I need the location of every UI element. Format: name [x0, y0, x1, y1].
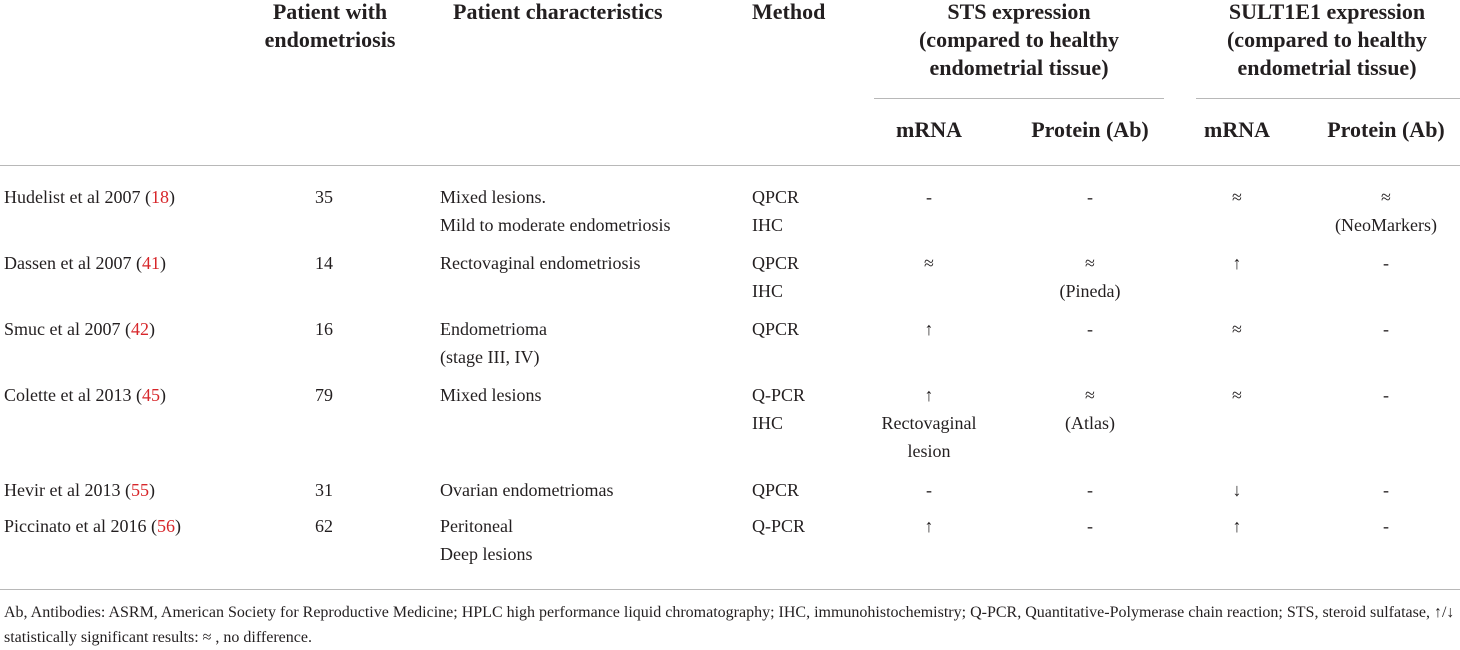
characteristics-cell — [440, 249, 740, 277]
study-name: Smuc et al 2007 — [4, 319, 125, 339]
sult-mrna-line: ≈ — [1232, 187, 1242, 207]
header-sult-line: SULT1E1 expression — [1228, 0, 1426, 24]
patient-count-cell: 31 — [315, 480, 333, 500]
sts-mrna-cell — [874, 476, 984, 504]
patient-count-cell: 62 — [315, 516, 333, 536]
method-cell — [752, 476, 852, 504]
characteristics-cell — [440, 381, 740, 409]
characteristics-cell — [440, 315, 740, 371]
characteristics-line: (stage III, IV) — [440, 347, 540, 367]
sult-protein-line: - — [1383, 385, 1389, 405]
method-line: IHC — [752, 413, 783, 433]
header-sts — [874, 0, 1164, 82]
subheader-sult-mrna: mRNA — [1204, 117, 1270, 142]
patient-count-cell: 14 — [315, 253, 333, 273]
sts-mrna-line: lesion — [907, 441, 951, 461]
method-line: QPCR — [752, 253, 800, 273]
method-cell — [752, 381, 852, 437]
method-line: IHC — [752, 215, 783, 235]
patient-count-cell: 79 — [315, 385, 333, 405]
sult-protein-line: - — [1383, 319, 1389, 339]
sts-protein-line: - — [1087, 319, 1093, 339]
sult-protein-line: - — [1383, 516, 1389, 536]
characteristics-cell — [440, 476, 740, 504]
sult-mrna-line: ↑ — [1232, 516, 1242, 536]
reference-link[interactable]: 42 — [130, 319, 149, 339]
sts-protein-line: (Pineda) — [1059, 281, 1121, 301]
sult-protein-cell — [1306, 512, 1460, 540]
patient-count-cell: 16 — [315, 319, 333, 339]
method-cell — [752, 512, 852, 540]
header-method: Method — [752, 0, 826, 24]
header-sts-line: (compared to healthy — [918, 27, 1120, 52]
header-sts-underline — [874, 98, 1164, 99]
sult-mrna-line: ↑ — [1232, 253, 1242, 273]
sts-protein-cell — [1015, 381, 1165, 437]
sts-mrna-line: Rectovaginal — [881, 413, 977, 433]
study-cell: Colette et al 2013 (45) — [4, 385, 166, 405]
sult-mrna-cell — [1182, 512, 1292, 540]
sts-protein-line: ≈ — [1085, 385, 1095, 405]
sts-mrna-line: ≈ — [924, 253, 934, 273]
header-patients-line: endometriosis — [264, 27, 396, 52]
method-cell — [752, 249, 852, 305]
sult-protein-cell — [1306, 249, 1460, 277]
sult-protein-cell — [1306, 315, 1460, 343]
characteristics-line: Rectovaginal endometriosis — [440, 253, 641, 273]
method-line: QPCR — [752, 319, 800, 339]
sult-protein-line: - — [1383, 253, 1389, 273]
table-bottom-rule — [0, 589, 1460, 590]
sts-mrna-cell — [874, 183, 984, 211]
method-line: QPCR — [752, 187, 800, 207]
sult-mrna-cell — [1182, 183, 1292, 211]
study-cell: Dassen et al 2007 (41) — [4, 253, 166, 273]
sts-protein-line: - — [1087, 480, 1093, 500]
header-patients-line: Patient with — [272, 0, 388, 24]
sts-protein-cell — [1015, 315, 1165, 343]
sts-mrna-cell — [874, 315, 984, 343]
study-name: Dassen et al 2007 — [4, 253, 136, 273]
method-cell — [752, 315, 852, 343]
sts-mrna-cell — [874, 249, 984, 277]
header-sult-line: (compared to healthy — [1226, 27, 1428, 52]
sts-mrna-line: - — [926, 480, 932, 500]
header-sult-line: endometrial tissue) — [1237, 55, 1417, 80]
sult-protein-cell — [1306, 476, 1460, 504]
sult-mrna-line: ≈ — [1232, 319, 1242, 339]
reference-link[interactable]: 41 — [141, 253, 160, 273]
characteristics-cell — [440, 512, 740, 568]
method-cell — [752, 183, 852, 239]
reference-link[interactable]: 18 — [150, 187, 169, 207]
header-patients — [240, 0, 420, 54]
sult-protein-line: - — [1383, 480, 1389, 500]
study-name: Hevir et al 2013 — [4, 480, 125, 500]
study-cell: Hudelist et al 2007 (18) — [4, 187, 175, 207]
sts-protein-line: (Atlas) — [1065, 413, 1115, 433]
subheader-sts-protein: Protein (Ab) — [1031, 117, 1149, 142]
characteristics-line: Deep lesions — [440, 544, 533, 564]
sts-protein-line: - — [1087, 187, 1093, 207]
sult-protein-line: (NeoMarkers) — [1335, 215, 1437, 235]
header-characteristics: Patient characteristics — [453, 0, 663, 24]
reference-link[interactable]: 56 — [156, 516, 175, 536]
characteristics-line: Endometrioma — [440, 319, 547, 339]
sts-protein-cell — [1015, 183, 1165, 211]
sts-protein-cell — [1015, 249, 1165, 305]
header-bottom-rule — [0, 165, 1460, 166]
method-line: QPCR — [752, 480, 800, 500]
characteristics-line: Mixed lesions — [440, 385, 542, 405]
method-line: Q-PCR — [752, 385, 806, 405]
study-name: Piccinato et al 2016 — [4, 516, 151, 536]
sult-protein-line: ≈ — [1381, 187, 1391, 207]
reference-link[interactable]: 55 — [130, 480, 149, 500]
study-name: Colette et al 2013 — [4, 385, 136, 405]
patient-count-cell: 35 — [315, 187, 333, 207]
method-line: Q-PCR — [752, 516, 806, 536]
characteristics-line: Mild to moderate endometriosis — [440, 215, 671, 235]
characteristics-line: Peritoneal — [440, 516, 513, 536]
study-name: Hudelist et al 2007 — [4, 187, 145, 207]
table-footnote: Ab, Antibodies: ASRM, American Society for Reproductive Medicine; HPLC high performance liquid chromatography; IHC, immunohistochemistry; Q-PCR, Quantitative-Polymerase chain reaction; STS, steroid sulfatase, ↑/↓ statistically significant results: ≈ , no difference. — [4, 604, 1455, 646]
sts-protein-cell — [1015, 512, 1165, 540]
sult-mrna-line: ≈ — [1232, 385, 1242, 405]
characteristics-cell — [440, 183, 740, 239]
sult-protein-cell — [1306, 183, 1460, 239]
characteristics-line: Mixed lesions. — [440, 187, 546, 207]
sult-mrna-cell — [1182, 249, 1292, 277]
sts-protein-cell — [1015, 476, 1165, 504]
sts-mrna-line: - — [926, 187, 932, 207]
sult-protein-cell — [1306, 381, 1460, 409]
method-line: IHC — [752, 281, 783, 301]
sts-mrna-cell — [874, 512, 984, 540]
header-sts-line: endometrial tissue) — [929, 55, 1109, 80]
reference-link[interactable]: 45 — [141, 385, 160, 405]
sts-mrna-line: ↑ — [924, 319, 934, 339]
sts-mrna-line: ↑ — [924, 516, 934, 536]
sult-mrna-cell — [1182, 476, 1292, 504]
header-sts-line: STS expression — [947, 0, 1091, 24]
sult-mrna-cell — [1182, 315, 1292, 343]
sts-mrna-line: ↑ — [924, 385, 934, 405]
subheader-sult-protein: Protein (Ab) — [1327, 117, 1445, 142]
header-sult — [1195, 0, 1459, 82]
sts-protein-line: - — [1087, 516, 1093, 536]
sts-protein-line: ≈ — [1085, 253, 1095, 273]
header-sult-underline — [1196, 98, 1460, 99]
subheader-sts-mrna: mRNA — [896, 117, 962, 142]
study-cell: Hevir et al 2013 (55) — [4, 480, 155, 500]
study-cell: Smuc et al 2007 (42) — [4, 319, 155, 339]
characteristics-line: Ovarian endometriomas — [440, 480, 614, 500]
sult-mrna-cell — [1182, 381, 1292, 409]
sult-mrna-line: ↓ — [1232, 480, 1242, 500]
study-cell: Piccinato et al 2016 (56) — [4, 516, 181, 536]
sts-mrna-cell — [874, 381, 984, 465]
